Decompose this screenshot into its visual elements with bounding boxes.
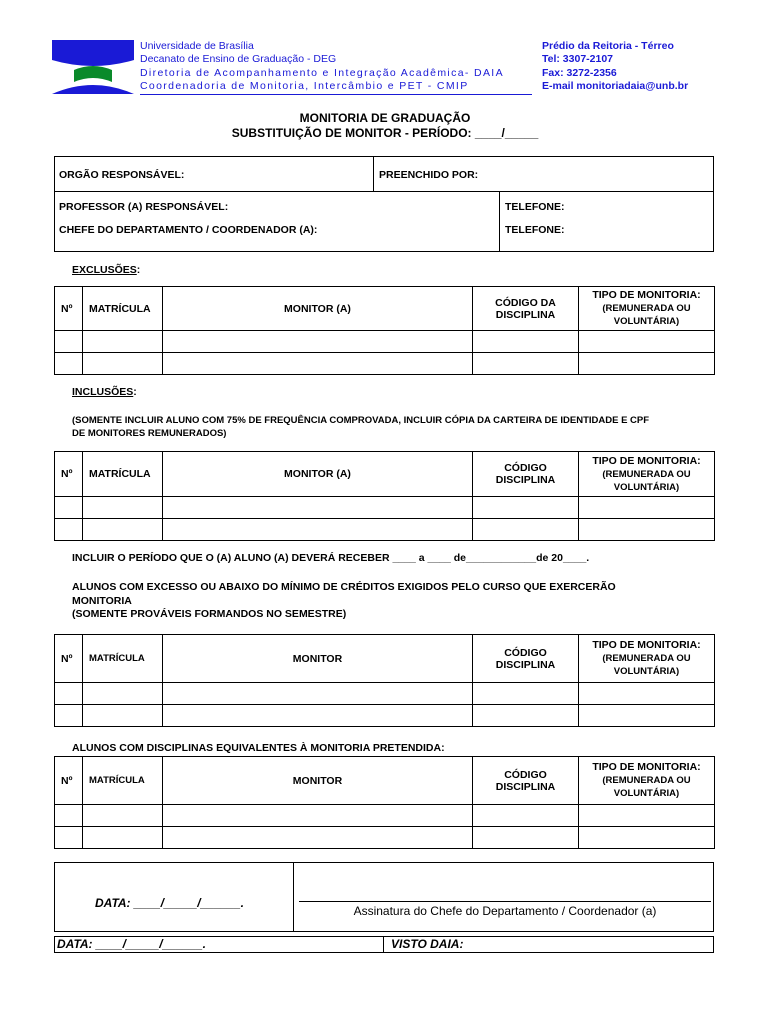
col-no: Nº [55,452,83,497]
visto-box [54,936,714,953]
exclusoes-table [54,286,715,375]
preenchido-field[interactable]: PREENCHIDO POR: [379,169,479,181]
col-codigo: CÓDIGO DA DISCIPLINA [473,287,579,331]
table-header-row [55,287,715,331]
col-no: Nº [55,287,83,331]
visto-daia-field[interactable]: VISTO DAIA: [391,937,464,951]
col-tipo: TIPO DE MONITORIA: (REMUNERADA OU VOLUNTÁRIA) [579,287,715,331]
col-no: Nº [55,757,83,805]
table-row[interactable] [55,805,715,827]
telefone-chefe-field[interactable]: TELEFONE: [505,224,565,236]
professor-field[interactable]: PROFESSOR (A) RESPONSÁVEL: [59,201,229,213]
contact-line: Tel: 3307-2107 [542,53,614,66]
col-matricula: MATRÍCULA [83,757,163,805]
data-field-2[interactable]: DATA: ____/_____/______. [57,937,206,951]
institution-line: Diretoria de Acompanhamento e Integração Acadêmica- DAIA [140,66,504,79]
exclusoes-heading: EXCLUSÕES: [72,264,141,276]
table-row[interactable] [55,827,715,849]
excesso-table [54,634,715,727]
institution-line: Decanato de Ensino de Graduação - DEG [140,53,337,66]
info-box [54,156,714,252]
col-matricula: MATRÍCULA [83,452,163,497]
col-monitor: MONITOR [163,757,473,805]
col-tipo: TIPO DE MONITORIA: (REMUNERADA OU VOLUNTÁRIA) [579,452,715,497]
table-row[interactable] [55,683,715,705]
contact-line: Fax: 3272-2356 [542,66,617,79]
institution-line: Coordenadoria de Monitoria, Intercâmbio e PET - CMIP [140,80,532,94]
col-matricula: MATRÍCULA [83,635,163,683]
table-row[interactable] [55,497,715,519]
col-monitor: MONITOR (A) [163,452,473,497]
equivalentes-heading: ALUNOS COM DISCIPLINAS EQUIVALENTES À MONITORIA PRETENDIDA: [72,742,445,754]
contact-line: Prédio da Reitoria - Térreo [542,40,674,52]
table-header-row [55,452,715,497]
signature-box [54,862,714,932]
signature-line [299,901,711,902]
table-row[interactable] [55,353,715,375]
col-matricula: MATRÍCULA [83,287,163,331]
telefone-professor-field[interactable]: TELEFONE: [505,201,565,213]
data-field-1[interactable]: DATA: ____/_____/______. [95,896,244,910]
excesso-heading: ALUNOS COM EXCESSO OU ABAIXO DO MÍNIMO DE CRÉDITOS EXIGIDOS PELO CURSO QUE EXERCERÃO MONITORIA (SOMENTE PROVÁVEIS FORMANDOS NO SEMESTRE) [72,581,616,620]
periodo-line[interactable]: INCLUIR O PERÍODO QUE O (A) ALUNO (A) DEVERÁ RECEBER ____ a ____ de____________de 20____. [72,552,590,564]
institution-block [140,40,532,95]
col-tipo: TIPO DE MONITORIA: (REMUNERADA OU VOLUNTÁRIA) [579,757,715,805]
unb-logo-icon [52,40,134,94]
inclusoes-heading: INCLUSÕES: [72,386,137,398]
col-codigo: CÓDIGO DISCIPLINA [473,757,579,805]
col-no: Nº [55,635,83,683]
col-tipo: TIPO DE MONITORIA: (REMUNERADA OU VOLUNTÁRIA) [579,635,715,683]
orgao-field[interactable]: ORGÃO RESPONSÁVEL: [59,169,185,181]
chefe-field[interactable]: CHEFE DO DEPARTAMENTO / COORDENADOR (A): [59,224,318,236]
col-monitor: MONITOR [163,635,473,683]
table-row[interactable] [55,519,715,541]
table-row[interactable] [55,705,715,727]
table-row[interactable] [55,331,715,353]
col-codigo: CÓDIGO DISCIPLINA [473,452,579,497]
form-title: MONITORIA DE GRADUAÇÃO [299,111,471,125]
equivalentes-table [54,756,715,849]
contact-block [542,40,688,94]
inclusoes-table [54,451,715,541]
signature-caption: Assinatura do Chefe do Departamento / Coordenador (a) [353,904,657,918]
contact-email[interactable]: E-mail monitoriadaia@unb.br [542,80,689,93]
table-header-row [55,757,715,805]
form-subtitle: SUBSTITUIÇÃO DE MONITOR - PERÍODO: ____/_____ [231,126,539,140]
table-header-row [55,635,715,683]
col-monitor: MONITOR (A) [163,287,473,331]
inclusoes-note: (SOMENTE INCLUIR ALUNO COM 75% DE FREQUÊNCIA COMPROVADA, INCLUIR CÓPIA DA CARTEIRA DE IDENTIDADE E CPF DE MONITORES REMUNERADOS) [72,415,650,439]
col-codigo: CÓDIGO DISCIPLINA [473,635,579,683]
institution-line: Universidade de Brasília [140,40,254,52]
